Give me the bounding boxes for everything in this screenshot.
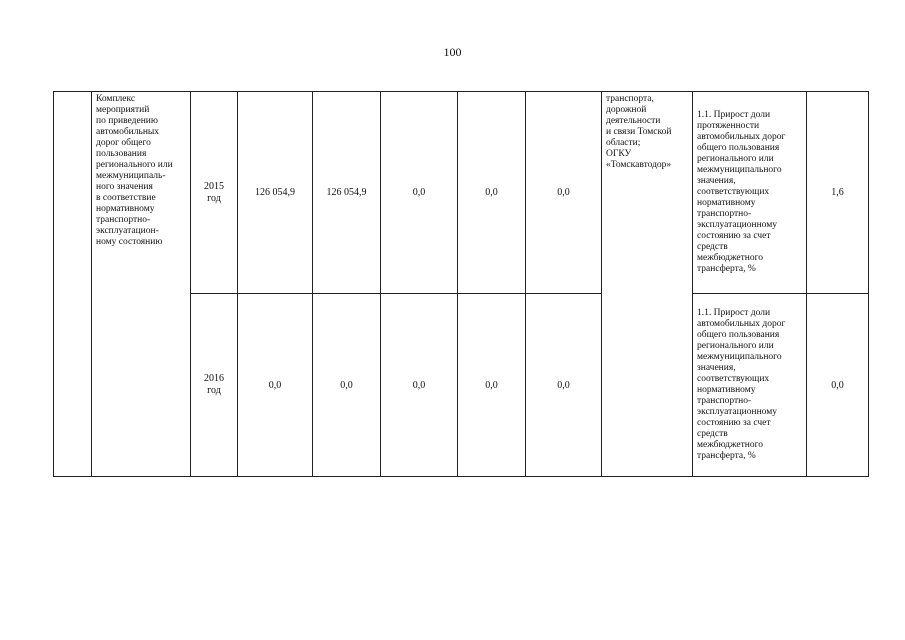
measure-cell: Комплекс мероприятий по приведению автомобильных дорог общего пользования регионального или межмуниципаль- ного значения в соответствие нормативному транспортно- эксплуатацион- ному состоянию bbox=[92, 92, 191, 477]
year-cell: 2015 год bbox=[191, 92, 238, 294]
index-cell bbox=[54, 92, 92, 477]
value-cell: 0,0 bbox=[313, 294, 381, 477]
value-cell: 0,0 bbox=[381, 294, 458, 477]
program-table bbox=[53, 91, 869, 477]
value-cell: 0,0 bbox=[526, 294, 602, 477]
indicator-cell: 1.1. Прирост доли автомобильных дорог общего пользования регионального или межмуниципального значения, соответствующих нормативному транспортно- эксплуатационному состоянию за счет средств межбюджетного трансферта, % bbox=[693, 294, 807, 477]
executor-cell: транспорта, дорожной деятельности и связи Томской области; ОГКУ «Томскавтодор» bbox=[602, 92, 693, 477]
indicator-cell: 1.1. Прирост доли протяженности автомобильных дорог общего пользования регионального или межмуниципального значения, соответствующих нормативному транспортно- эксплуатационному состоянию за счет средств межбюджетного трансферта, % bbox=[693, 92, 807, 294]
value-cell: 0,0 bbox=[526, 92, 602, 294]
value-cell: 0,0 bbox=[458, 92, 526, 294]
value-cell: 0,0 bbox=[458, 294, 526, 477]
value-cell: 126 054,9 bbox=[313, 92, 381, 294]
year-cell: 2016 год bbox=[191, 294, 238, 477]
value-cell: 0,0 bbox=[238, 294, 313, 477]
value-cell: 0,0 bbox=[381, 92, 458, 294]
page-number: 100 bbox=[443, 45, 462, 59]
table-row bbox=[54, 92, 869, 294]
target-value-cell: 0,0 bbox=[807, 294, 869, 477]
value-cell: 126 054,9 bbox=[238, 92, 313, 294]
target-value-cell: 1,6 bbox=[807, 92, 869, 294]
